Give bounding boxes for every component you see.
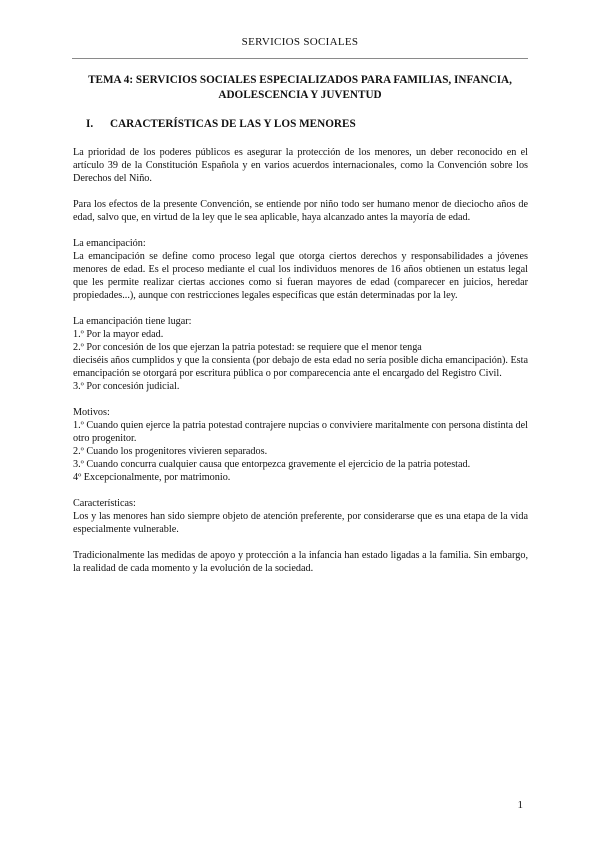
paragraph-definition-child: Para los efectos de la presente Convención, se entiende por niño todo ser humano menor de dieciocho años de edad, salvo que, en virtud de la ley que le sea aplicable, haya alcanzado antes la mayoría de edad. — [73, 199, 528, 223]
running-header: SERVICIOS SOCIALES — [241, 36, 359, 48]
list-item-continuation: dieciséis años cumplidos y que la consienta (por debajo de esta edad no sería posible dicha emancipación). Esta emancipación se otorgará por escritura pública o por comparecencia ante el encargado del Registro Civil. — [73, 355, 528, 379]
label-motives: Motivos: — [73, 407, 110, 418]
list-item: 4º Excepcionalmente, por matrimonio. — [73, 472, 231, 483]
header-divider — [72, 58, 528, 59]
document-body — [73, 146, 528, 588]
section-heading — [86, 117, 356, 131]
paragraph-characteristics: Los y las menores han sido siempre objeto de atención preferente, por considerarse que es una etapa de la vida especialmente vulnerable. — [73, 511, 528, 535]
list-item: 1.º Cuando quien ejerce la patria potestad contrajere nupcias o conviviere maritalmente con persona distinta del otro progenitor. — [73, 420, 528, 444]
label-emancipation-cases: La emancipación tiene lugar: — [73, 316, 192, 327]
page-number: 1 — [517, 799, 523, 811]
block-characteristics — [73, 497, 528, 536]
block-motives — [73, 406, 528, 484]
document-title-line-1: TEMA 4: SERVICIOS SOCIALES ESPECIALIZADOS PARA FAMILIAS, INFANCIA, — [88, 74, 512, 86]
block-emancipation — [73, 237, 528, 302]
list-item: 3.º Por concesión judicial. — [73, 381, 180, 392]
list-item: 1.º Por la mayor edad. — [73, 329, 164, 340]
list-item: 2.º Cuando los progenitores vivieren separados. — [73, 446, 268, 457]
section-number: I. — [86, 118, 94, 130]
section-title: CARACTERÍSTICAS DE LAS Y LOS MENORES — [110, 118, 356, 130]
paragraph-tradition: Tradicionalmente las medidas de apoyo y protección a la infancia han estado ligadas a la familia. Sin embargo, la realidad de cada momento y la evolución de la sociedad. — [73, 550, 528, 574]
document-title — [80, 73, 520, 103]
document-title-line-2: ADOLESCENCIA Y JUVENTUD — [218, 89, 382, 101]
label-characteristics: Características: — [73, 498, 136, 509]
list-item: 2.º Por concesión de los que ejerzan la patria potestad: se requiere que el menor tenga — [73, 342, 422, 353]
paragraph-priority: La prioridad de los poderes públicos es asegurar la protección de los menores, un deber reconocido en el artículo 39 de la Constitución Española y en varios acuerdos internacionales, como la Convención sobre los Derechos del Niño. — [73, 147, 528, 184]
block-emancipation-cases — [73, 315, 528, 393]
paragraph-emancipation: La emancipación se define como proceso legal que otorga ciertos derechos y responsabilidades a jóvenes menores de edad. Es el proceso mediante el cual los individuos menores de 16 años obtienen un estatus legal que les permite realizar ciertas acciones como si fueran mayores de edad (comparecer en juicios, heredar propiedades...), aunque con restricciones legales específicas que están determinadas por la ley. — [73, 251, 528, 301]
label-emancipation: La emancipación: — [73, 238, 146, 249]
list-item: 3.º Cuando concurra cualquier causa que entorpezca gravemente el ejercicio de la patria potestad. — [73, 459, 471, 470]
